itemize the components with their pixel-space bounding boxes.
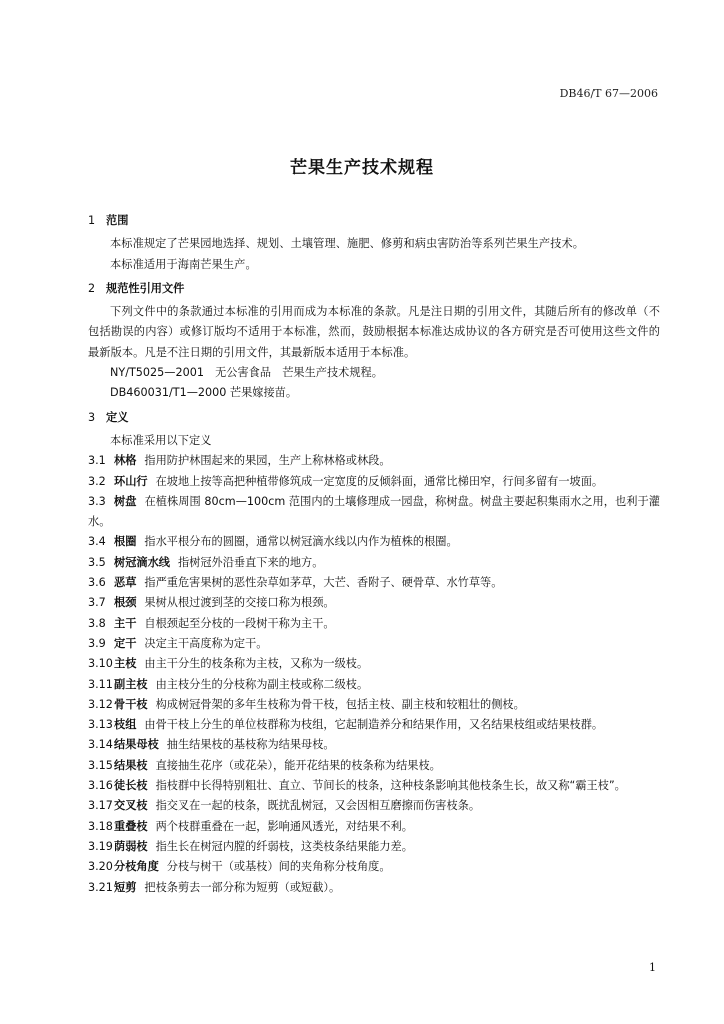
definition-text: 指用防护林围起来的果园，生产上称林格或林段。 [144, 454, 391, 468]
definition-number: 3.12 [88, 697, 113, 711]
paragraph: 下列文件中的条款通过本标准的引用而成为本标准的条款。凡是注日期的引用文件，其随后所有的修改单（不包括勘误的内容）或修订版均不适用于本标准，然而，鼓励根据本标准达成协议的各方研究是否可使用这些文件的最新版本。凡是不注日期的引用文件，其最新版本适用于本标准。 [88, 305, 660, 359]
definition-term: 环山行 [114, 474, 148, 488]
definition-term: 恶草 [114, 576, 137, 590]
definition-text: 决定主干高度称为定干。 [144, 636, 268, 650]
definition-term: 分枝角度 [114, 860, 159, 874]
definition-item [88, 532, 660, 552]
definition-text: 指交叉在一起的枝条，既扰乱树冠，又会因相互磨擦而伤害枝条。 [155, 799, 481, 813]
definition-term: 短剪 [114, 880, 137, 894]
definition-term: 根颈 [114, 596, 137, 610]
definition-number: 3.13 [88, 718, 113, 732]
definition-item [88, 796, 660, 816]
page-number: 1 [649, 961, 656, 974]
definition-item [88, 472, 660, 492]
definition-item [88, 695, 660, 715]
definition-item [88, 715, 660, 735]
definition-term: 副主枝 [114, 677, 148, 691]
definition-text: 指水平根分布的圆圈，通常以树冠滴水线以内作为植株的根圈。 [144, 535, 458, 549]
section-number: 1 [88, 214, 96, 227]
definition-item [88, 593, 660, 613]
definition-item [88, 573, 660, 593]
definition-item [88, 735, 660, 755]
definition-text: 分枝与树干（或基枝）间的夹角称分枝角度。 [166, 860, 391, 874]
definition-text: 指枝群中长得特别粗壮、直立、节间长的枝条，这种枝条影响其他枝条生长，故又称“霸王枝”。 [155, 779, 626, 793]
definition-item [88, 654, 660, 674]
definition-term: 重叠枝 [114, 819, 148, 833]
definition-number: 3.9 [88, 636, 106, 650]
definition-text: 构成树冠骨架的多年生枝称为骨干枝，包括主枝、副主枝和较粗壮的侧枝。 [155, 697, 525, 711]
definition-text: 由主干分生的枝条称为主枝，又称为一级枝。 [144, 657, 369, 671]
definition-text: 由骨干枝上分生的单位枝群称为枝组，它起制造养分和结果作用，又名结果枝组或结果枝群。 [144, 718, 604, 732]
definition-number: 3.6 [88, 576, 106, 590]
definition-number: 3.1 [88, 454, 106, 468]
definition-number: 3.16 [88, 779, 113, 793]
definition-list [88, 451, 660, 898]
section-heading-definitions [88, 408, 660, 428]
definition-number: 3.19 [88, 839, 113, 853]
document-title: 芒果生产技术规程 [290, 158, 434, 178]
document-body [88, 207, 660, 898]
definition-item [88, 776, 660, 796]
definition-number: 3.4 [88, 535, 106, 549]
definition-text: 指树冠外沿垂直下来的地方。 [177, 555, 324, 569]
definition-item [88, 817, 660, 837]
definition-item [88, 451, 660, 471]
paragraph: 本标准适用于海南芒果生产。 [110, 257, 257, 271]
definition-number: 3.14 [88, 738, 113, 752]
section-heading-references [88, 279, 660, 299]
paragraph: 本标准采用以下定义 [110, 433, 212, 447]
definition-text: 直接抽生花序（或花朵），能开花结果的枝条称为结果枝。 [155, 758, 441, 772]
definition-term: 定干 [114, 636, 137, 650]
definition-number: 3.2 [88, 474, 106, 488]
definition-item [88, 837, 660, 857]
definition-term: 结果枝 [114, 758, 148, 772]
reference-item: DB460031/T1—2000 芒果嫁接苗。 [110, 386, 298, 400]
section-title: 定义 [106, 410, 129, 424]
definition-text: 在植株周围 80cm—100cm 范围内的土壤修理成一园盘，称树盘。树盘主要起积集雨水之用，也利于灌水。 [88, 494, 660, 529]
definition-number: 3.11 [88, 677, 113, 691]
definition-term: 根圈 [114, 535, 137, 549]
definition-item [88, 857, 660, 877]
definition-item [88, 614, 660, 634]
definition-number: 3.18 [88, 819, 113, 833]
section-number: 2 [88, 281, 96, 295]
definition-term: 林格 [114, 454, 137, 468]
definition-number: 3.15 [88, 758, 113, 772]
definition-item [88, 553, 660, 573]
document-code: DB46/T 67—2006 [559, 87, 658, 100]
definition-number: 3.3 [88, 494, 106, 508]
definition-term: 枝组 [114, 718, 137, 732]
definition-item [88, 675, 660, 695]
definition-text: 抽生结果枝的基枝称为结果母枝。 [166, 738, 335, 752]
definition-text: 在坡地上按等高把种植带修筑成一定宽度的反倾斜面，通常比梯田窄，行间多留有一坡面。 [155, 474, 604, 488]
definition-term: 交叉枝 [114, 799, 148, 813]
definition-term: 结果母枝 [114, 738, 159, 752]
definition-item [88, 492, 660, 533]
definition-number: 3.17 [88, 799, 113, 813]
reference-item: NY/T5025—2001 无公害食品 芒果生产技术规程。 [110, 366, 383, 380]
definition-term: 主干 [114, 616, 137, 630]
definition-number: 3.7 [88, 596, 106, 610]
definition-text: 自根颈起至分枝的一段树干称为主干。 [144, 616, 335, 630]
paragraph: 本标准规定了芒果园地选择、规划、土壤管理、施肥、修剪和病虫害防治等系列芒果生产技术。 [110, 237, 585, 251]
definition-number: 3.8 [88, 616, 106, 630]
definition-text: 指严重危害果树的恶性杂草如茅草，大芒、香附子、硬骨草、水竹草等。 [144, 576, 503, 590]
definition-term: 徒长枝 [114, 779, 148, 793]
section-title: 规范性引用文件 [106, 281, 185, 295]
definition-text: 把枝条剪去一部分称为短剪（或短截）。 [144, 880, 341, 894]
definition-text: 指生长在树冠内膛的纤弱枝，这类枝条结果能力差。 [155, 839, 413, 853]
definition-number: 3.5 [88, 555, 106, 569]
definition-item [88, 756, 660, 776]
definition-number: 3.21 [88, 880, 113, 894]
definition-item [88, 634, 660, 654]
definition-term: 树盘 [114, 494, 137, 508]
definition-term: 骨干枝 [114, 697, 148, 711]
section-heading-scope [88, 211, 660, 231]
definition-text: 由主枝分生的分枝称为副主枝或称二级枝。 [155, 677, 369, 691]
section-title: 范围 [106, 214, 129, 227]
definition-term: 主枝 [114, 657, 137, 671]
definition-term: 树冠滴水线 [114, 555, 170, 569]
definition-number: 3.10 [88, 657, 113, 671]
section-number: 3 [88, 410, 96, 424]
definition-term: 荫弱枝 [114, 839, 148, 853]
definition-item [88, 878, 660, 898]
definition-text: 两个枝群重叠在一起，影响通风透光，对结果不利。 [155, 819, 413, 833]
definition-number: 3.20 [88, 860, 113, 874]
definition-text: 果树从根过渡到茎的交接口称为根颈。 [144, 596, 335, 610]
